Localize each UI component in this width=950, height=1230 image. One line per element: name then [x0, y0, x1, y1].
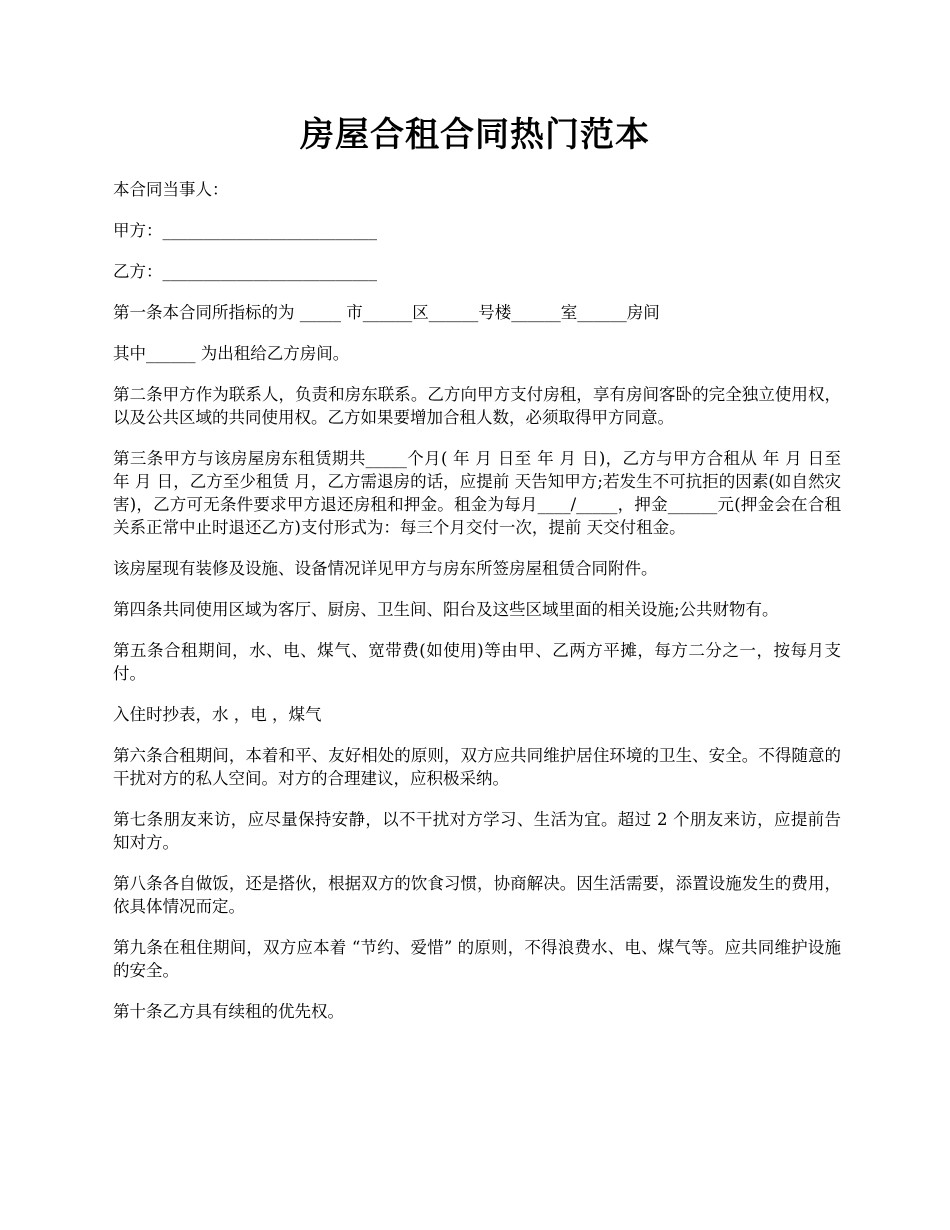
article-2: 第二条甲方作为联系人，负责和房东联系。乙方向甲方支付房租，享有房间客卧的完全独立使用权，以及公共区域的共同使用权。乙方如果要增加合租人数，必须取得甲方同意。: [113, 385, 841, 427]
article-6: 第六条合租期间，本着和平、友好相处的原则，双方应共同维护居住环境的卫生、安全。不得随意的干扰对方的私人空间。对方的合理建议，应积极采纳。: [113, 746, 841, 788]
article-4: 第四条共同使用区域为客厅、厨房、卫生间、阳台及这些区域里面的相关设施;公共财物有。: [113, 600, 779, 619]
article-8: 第八条各自做饭，还是搭伙，根据双方的饮食习惯，协商解决。因生活需要，添置设施发生的费用，依具体情况而定。: [113, 874, 841, 916]
party-b-line: 乙方：__________________________: [113, 262, 377, 281]
document-title: 房屋合租合同热门范本: [300, 115, 650, 155]
article-1-room: 其中______ 为出租给乙方房间。: [113, 344, 350, 363]
document-body: [113, 178, 841, 1041]
article-10: 第十条乙方具有续租的优先权。: [113, 1002, 344, 1021]
article-3: 第三条甲方与该房屋房东租赁期共_____个月( 年 月 日至 年 月 日)，乙方与甲方合租从 年 月 日至 年 月 日，乙方至少租赁 月，乙方需退房的话，应提前 天告知甲方;若发生不可抗拒的因素(如自然灾害)，乙方可无条件要求甲方退还房租和押金。租金为每月____/_____，押金______元(押金会在合租关系正常中止时退还乙方)支付形式为：每三个月交付一次，提前 天交付租金。: [113, 449, 841, 537]
facilities-note: 该房屋现有装修及设施、设备情况详见甲方与房东所签房屋租赁合同附件。: [113, 559, 658, 578]
article-9: 第九条在租住期间，双方应本着 “节约、爱惜” 的原则，不得浪费水、电、煤气等。应共同维护设施的安全。: [113, 938, 841, 980]
party-a-line: 甲方：__________________________: [113, 221, 377, 240]
article-5: 第五条合租期间，水、电、煤气、宽带费(如使用)等由甲、乙两方平摊，每方二分之一，按每月支付。: [113, 641, 841, 683]
contract-parties-heading: 本合同当事人：: [113, 180, 229, 199]
article-7: 第七条朋友来访，应尽量保持安静，以不干扰对方学习、生活为宜。超过 2 个朋友来访，应提前告知对方。: [113, 810, 841, 852]
article-1: 第一条本合同所指标的为 _____ 市______区______号楼______室______房间: [113, 303, 660, 322]
meter-reading-line: 入住时抄表，水 ，电 ，煤气: [113, 705, 322, 724]
